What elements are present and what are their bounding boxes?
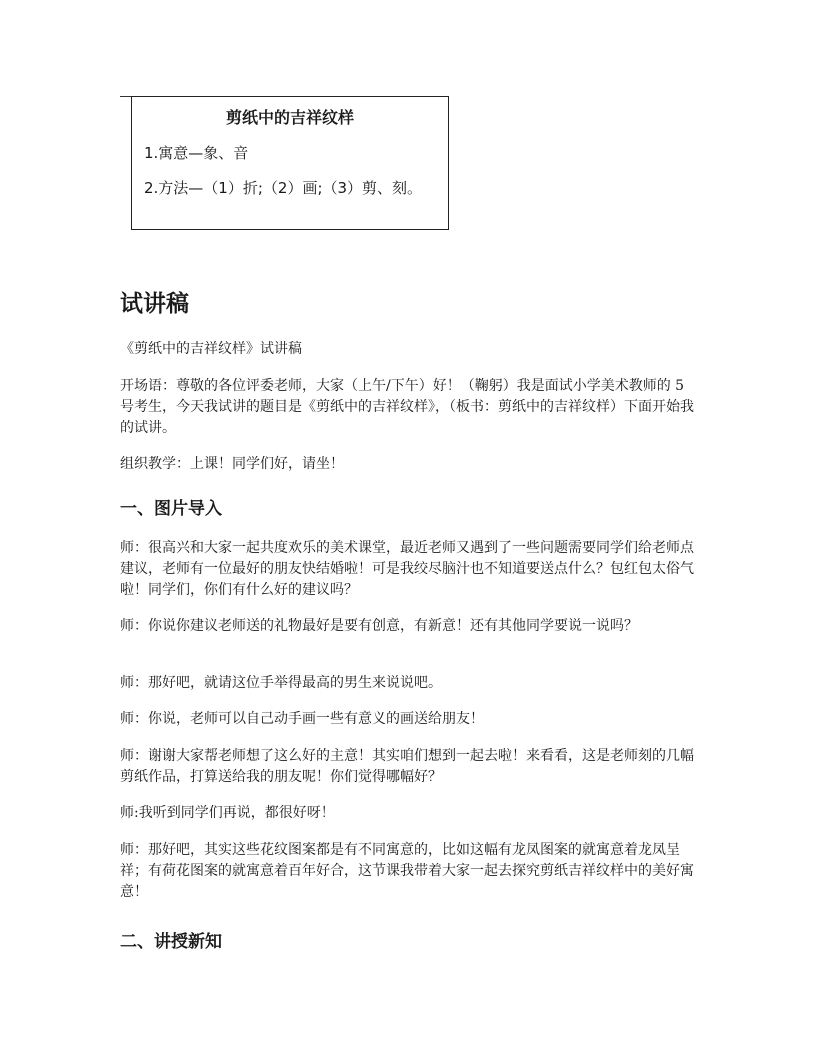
paragraph-6: 师:我听到同学们再说，都很好呀！ <box>120 805 335 821</box>
document-subtitle: 《剪纸中的吉祥纹样》试讲稿 <box>120 341 302 357</box>
paragraph-1: 师：很高兴和大家一起共度欢乐的美术课堂，最近老师又遇到了一些问题需要同学们给老师点建议，老师有一位最好的朋友快结婚啦！可是我绞尽脑汁也不知道要送点什么？包红包太俗气啦！同学们，你们有什么好的建议吗？ <box>120 540 694 598</box>
section-heading-2: 二、讲授新知 <box>120 932 222 952</box>
paragraph-7: 师：那好吧，其实这些花纹图案都是有不同寓意的，比如这幅有龙凤图案的就寓意着龙凤呈祥；有荷花图案的就寓意着百年好合，这节课我带着大家一起去探究剪纸吉祥纹样中的美好寓意！ <box>120 842 694 900</box>
paragraph-3: 师：那好吧，就请这位手举得最高的男生来说说吧。 <box>120 675 442 691</box>
organize-paragraph: 组织教学：上课！同学们好，请坐！ <box>120 456 344 472</box>
paragraph-5: 师：谢谢大家帮老师想了这么好的主意！其实咱们想到一起去啦！来看看，这是老师刻的几幅剪纸作品，打算送给我的朋友呢！你们觉得哪幅好？ <box>120 748 694 785</box>
document-heading: 试讲稿 <box>120 291 189 317</box>
blackboard-box <box>131 96 449 230</box>
paragraph-4: 师：你说，老师可以自己动手画一些有意义的画送给朋友！ <box>120 711 484 727</box>
paragraph-2: 师：你说你建议老师送的礼物最好是要有创意，有新意！还有其他同学要说一说吗？ <box>120 618 638 634</box>
opening-paragraph: 开场语：尊敬的各位评委老师，大家（上午/下午）好！（鞠躬）我是面试小学美术教师的 5 号考生，今天我试讲的题目是《剪纸中的吉祥纹样》，（板书：剪纸中的吉祥纹样）下面开始我的试讲。 <box>120 378 694 436</box>
section-heading-1: 一、图片导入 <box>120 499 222 519</box>
board-line-2: 2.方法—（1）折;（2）画;（3）剪、刻。 <box>144 179 423 197</box>
board-title: 剪纸中的吉祥纹样 <box>225 108 354 127</box>
board-line-1: 1.寓意—象、音 <box>144 144 249 162</box>
